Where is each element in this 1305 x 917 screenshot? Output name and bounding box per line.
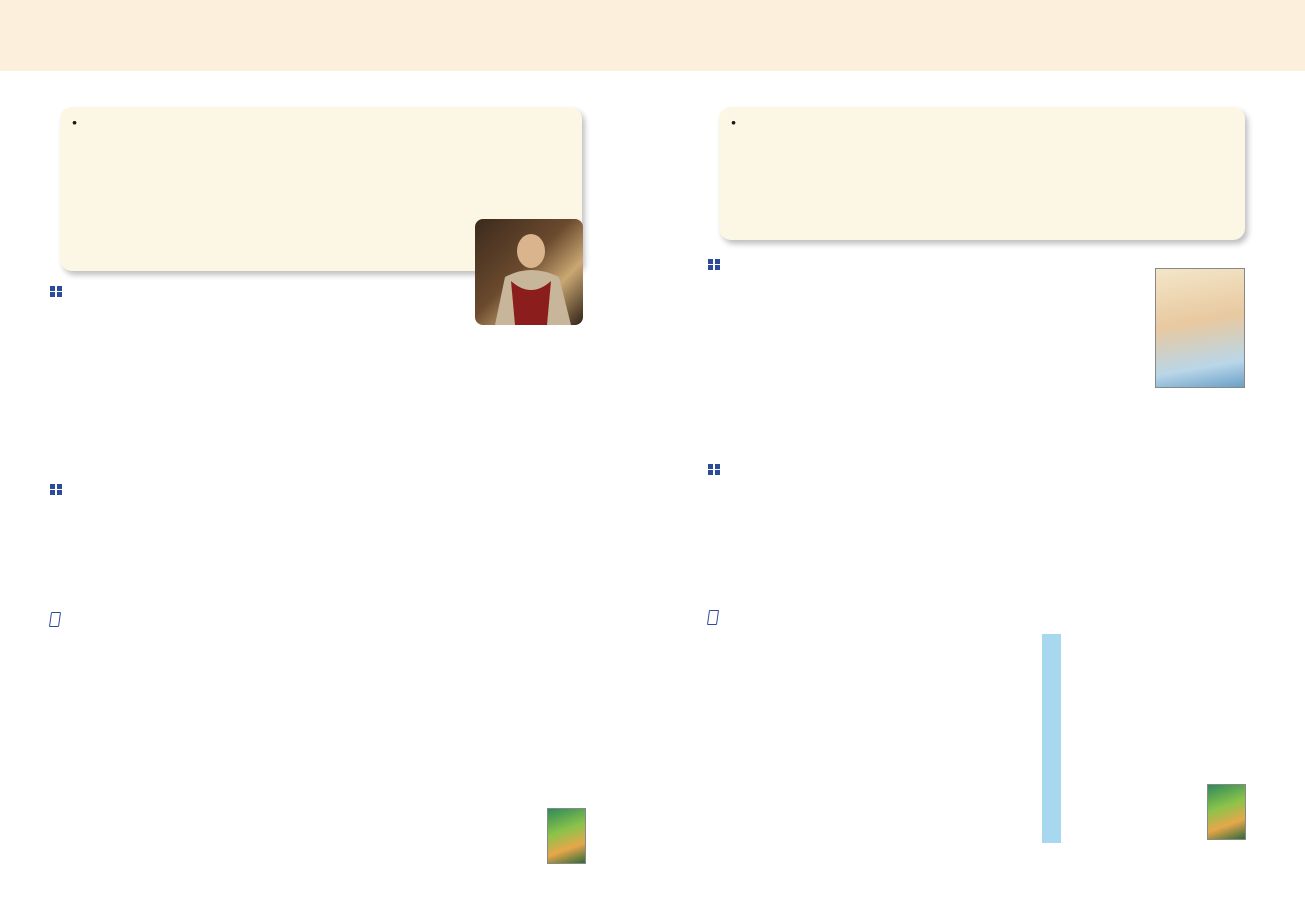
- notebook-icon: [49, 612, 61, 627]
- group-work-icon: [50, 283, 62, 294]
- task-1-left: [50, 282, 470, 303]
- task-3-right: [708, 609, 1248, 630]
- definition-box-pristavek: [719, 107, 1245, 240]
- task-2-right: [708, 460, 1248, 481]
- babicka-book-cover: [1155, 268, 1245, 388]
- group-work-icon: [50, 481, 62, 492]
- crossword-solution-column: [1042, 634, 1061, 843]
- task-2-left: [50, 480, 585, 501]
- book-thumbnail: [1207, 784, 1246, 840]
- task-3-left: [50, 611, 585, 634]
- group-work-icon: [708, 256, 720, 267]
- portrait-image: [475, 219, 583, 325]
- notebook-icon: [707, 610, 719, 625]
- header-band: [0, 0, 1305, 71]
- book-thumbnail: [547, 808, 586, 864]
- group-work-icon: [708, 461, 720, 472]
